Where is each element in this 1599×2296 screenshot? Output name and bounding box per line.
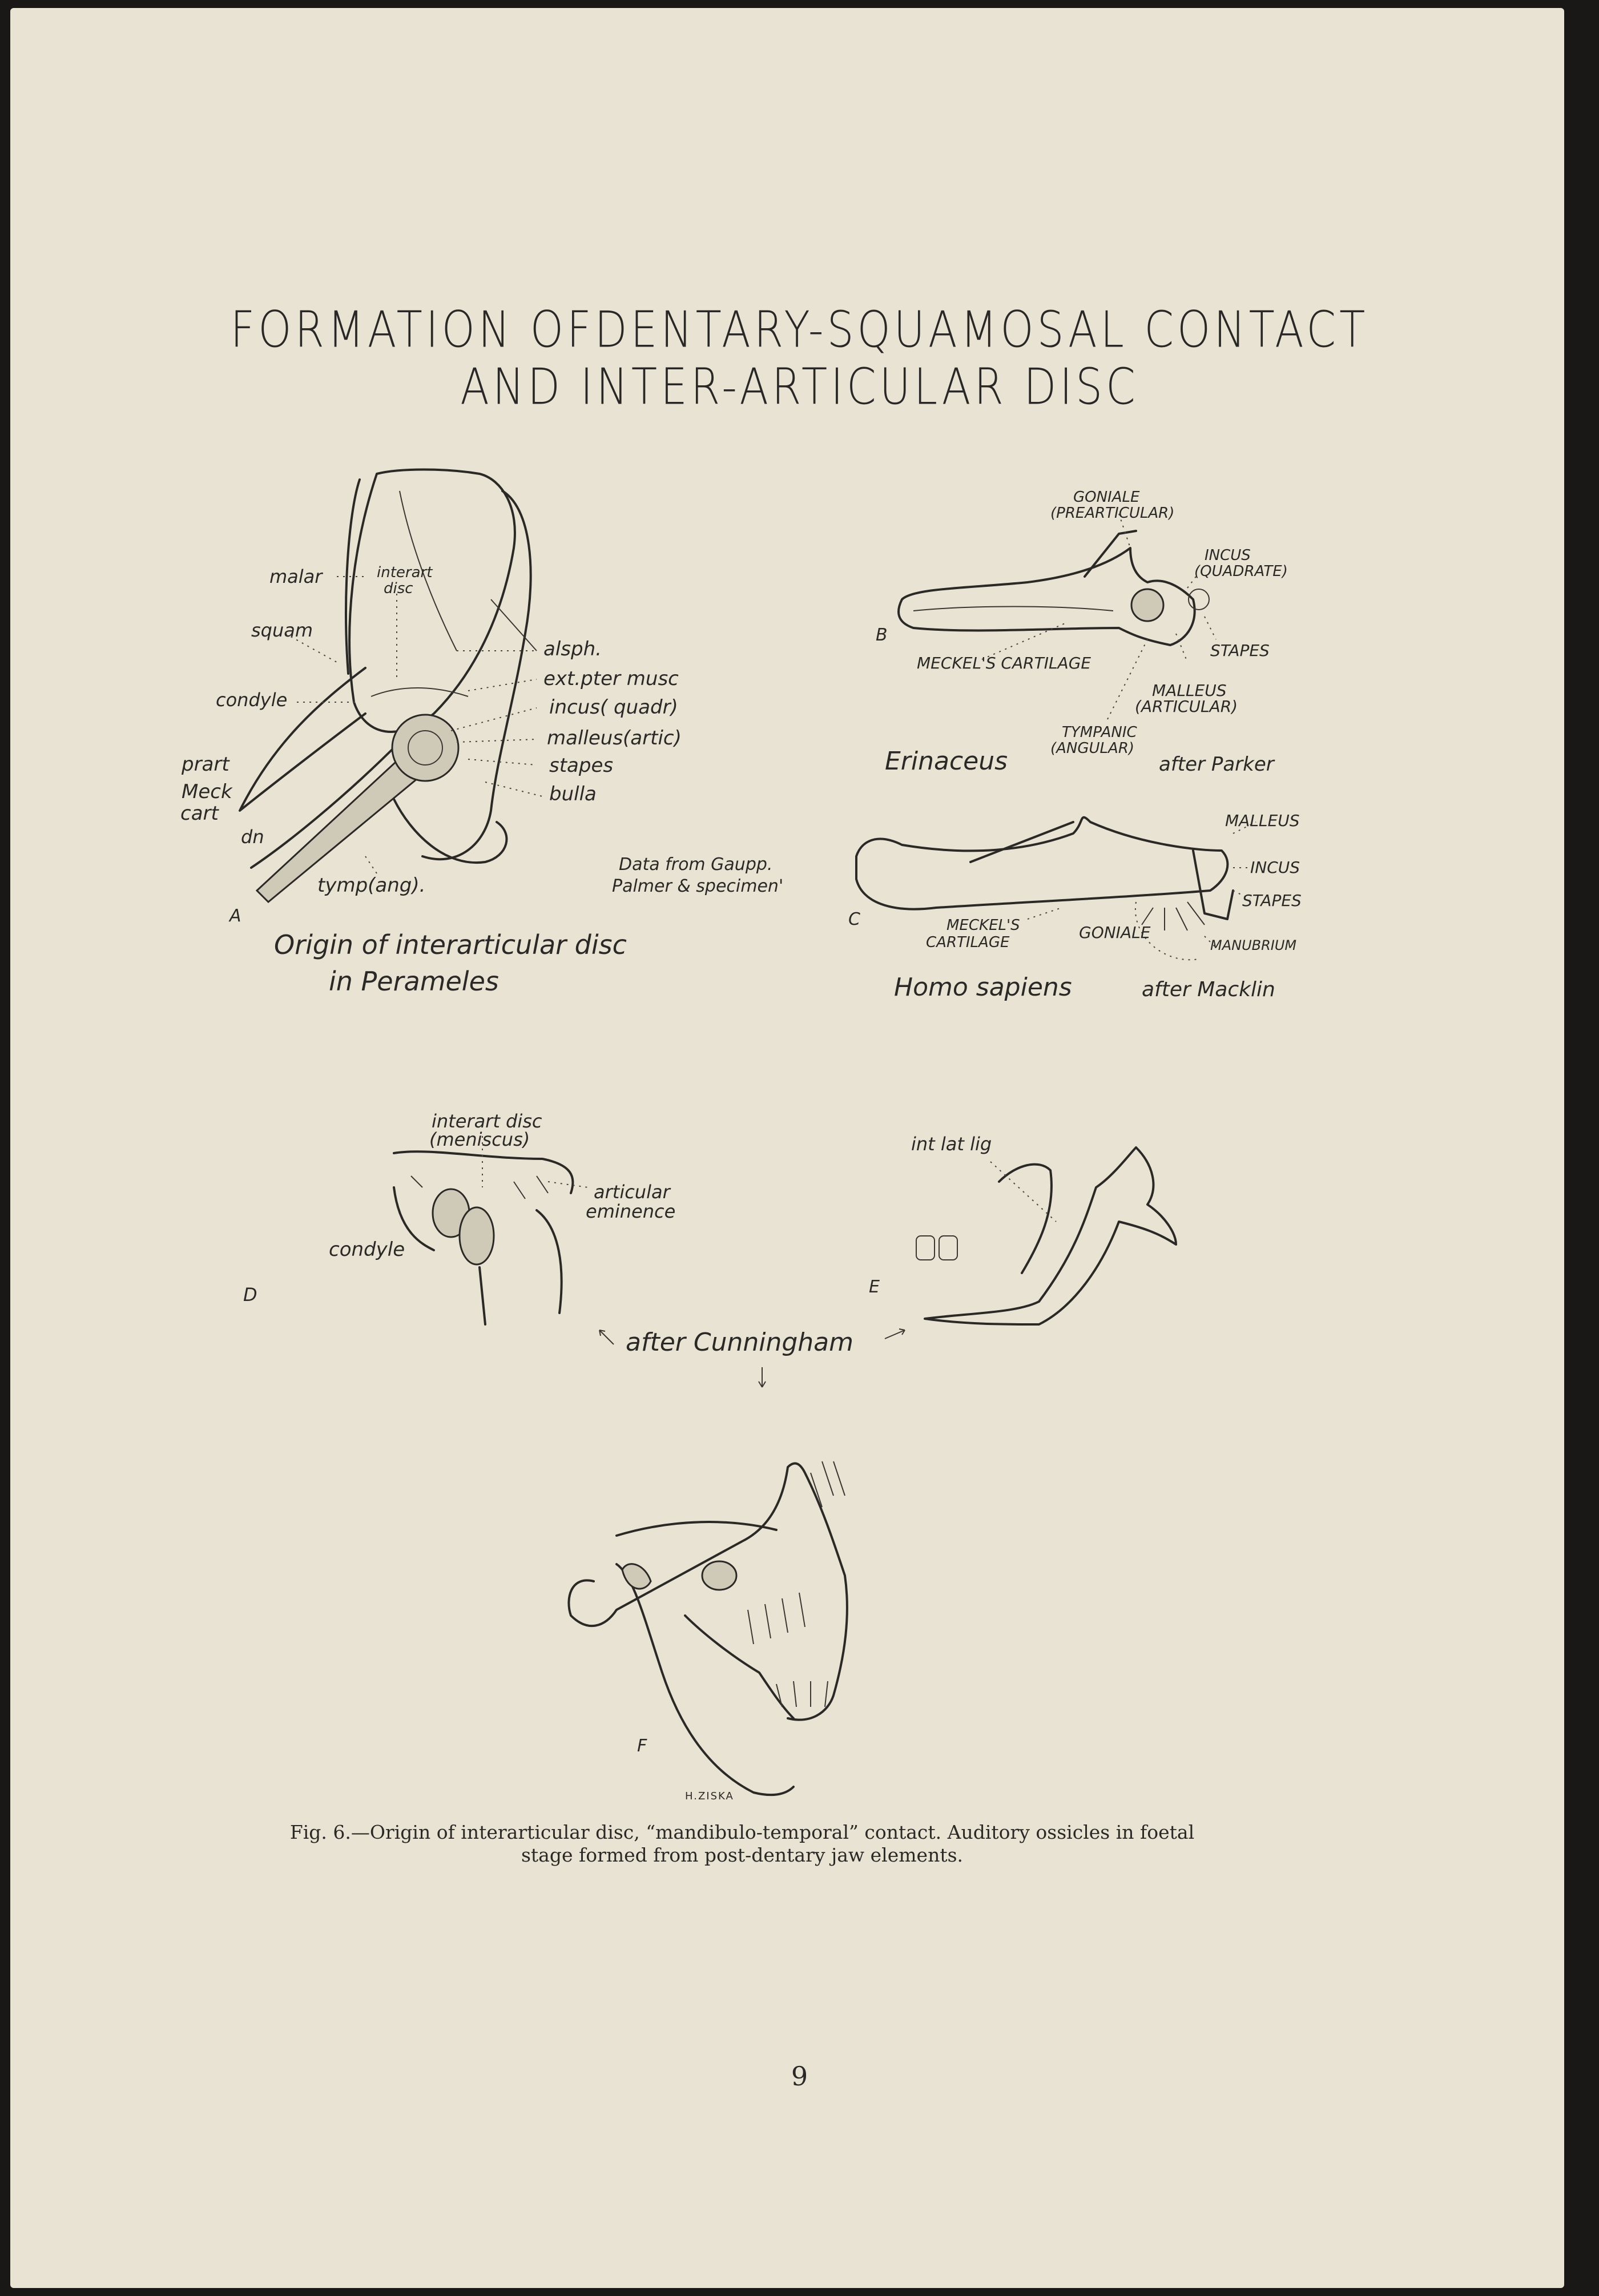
figure-c-drawing bbox=[856, 817, 1256, 960]
label-tympanic: TYMPANIC bbox=[1062, 724, 1137, 741]
data-from-line-1: Data from Gaupp. bbox=[619, 855, 773, 875]
label-malleus-artic: malleus(artic) bbox=[547, 727, 682, 750]
figure-e-letter: E bbox=[869, 1277, 880, 1297]
figure-caption-line-1: Fig. 6.—Origin of interarticular disc, “mandibulo-temporal” contact. Auditory ossicles in foetal bbox=[289, 1821, 1195, 1843]
label-tymp: tymp(ang). bbox=[317, 874, 426, 897]
label-int-lat-lig: int lat lig bbox=[911, 1133, 992, 1155]
figure-b-after: after Parker bbox=[1159, 753, 1274, 776]
figure-b-letter: B bbox=[876, 625, 888, 645]
label-meckels-c: MECKEL'S bbox=[946, 917, 1020, 934]
label-condyle-d: condyle bbox=[329, 1238, 405, 1261]
label-manubrium: MANUBRIUM bbox=[1210, 937, 1297, 953]
label-goniale: GONIALE bbox=[1073, 489, 1140, 506]
label-cart: cart bbox=[180, 802, 219, 825]
label-incus-quadr: incus( quadr) bbox=[549, 696, 678, 719]
label-meck: Meck bbox=[182, 780, 232, 803]
label-articular-b: (ARTICULAR) bbox=[1135, 697, 1238, 716]
label-eminence: eminence bbox=[586, 1201, 676, 1222]
label-meniscus: (meniscus) bbox=[429, 1129, 530, 1150]
figure-caption-line-2: stage formed from post-dentary jaw elements. bbox=[521, 1844, 964, 1866]
data-from-line-2: Palmer & specimen' bbox=[612, 876, 784, 896]
figure-a-caption-line-1: Origin of interarticular disc bbox=[274, 929, 627, 960]
label-malar: malar bbox=[269, 566, 323, 587]
label-incus-b: INCUS bbox=[1205, 547, 1251, 564]
figure-a-drawing bbox=[240, 470, 542, 903]
page-number: 9 bbox=[791, 2061, 808, 2092]
label-prearticular: (PREARTICULAR) bbox=[1050, 505, 1175, 522]
label-ext-pter-musc: ext.pter musc bbox=[543, 667, 679, 690]
figure-d-letter: D bbox=[243, 1284, 257, 1306]
label-interart: interart bbox=[377, 564, 433, 581]
label-stapes-c: STAPES bbox=[1242, 891, 1302, 910]
label-cartilage-c: CARTILAGE bbox=[926, 934, 1010, 951]
figure-b-genus: Erinaceus bbox=[885, 747, 1008, 776]
figure-e-drawing bbox=[916, 1147, 1176, 1324]
figure-c-genus: Homo sapiens bbox=[894, 973, 1072, 1002]
title-line-1: FORMATION OFDENTARY-SQUAMOSAL CONTACT bbox=[230, 301, 1369, 359]
figure-f-letter: F bbox=[637, 1736, 647, 1756]
label-alsph: alsph. bbox=[543, 638, 602, 660]
label-bulla: bulla bbox=[549, 783, 597, 805]
label-malleus-b: MALLEUS bbox=[1152, 681, 1227, 700]
label-condyle: condyle bbox=[216, 689, 288, 711]
label-stapes-b: STAPES bbox=[1210, 641, 1270, 660]
figure-a-letter: A bbox=[229, 906, 241, 926]
title-line-2: AND INTER-ARTICULAR DISC bbox=[460, 358, 1139, 416]
label-malleus-c: MALLEUS bbox=[1225, 811, 1300, 830]
label-dn: dn bbox=[241, 826, 264, 848]
artist-signature: H.ZISKA bbox=[685, 1790, 734, 1802]
label-interart-disc-d: interart disc bbox=[432, 1110, 542, 1132]
label-meckels-cartilage-b: MECKEL'S CARTILAGE bbox=[917, 654, 1091, 672]
label-prart: prart bbox=[182, 753, 229, 776]
label-goniale-c: GONIALE bbox=[1079, 923, 1151, 942]
label-squam: squam bbox=[251, 619, 313, 641]
figure-c-letter: C bbox=[848, 909, 860, 929]
label-incus-c: INCUS bbox=[1250, 858, 1300, 877]
figure-f-drawing bbox=[569, 1461, 847, 1795]
figure-c-after: after Macklin bbox=[1142, 978, 1275, 1001]
label-quadrate: (QUADRATE) bbox=[1194, 563, 1288, 580]
label-stapes: stapes bbox=[549, 754, 614, 777]
figure-d-drawing bbox=[394, 1136, 588, 1324]
label-interart-disc: disc bbox=[384, 580, 413, 597]
after-cunningham: after Cunningham bbox=[626, 1328, 853, 1357]
label-angular: (ANGULAR) bbox=[1050, 740, 1135, 757]
label-articular: articular bbox=[594, 1181, 670, 1203]
figure-a-caption-line-2: in Perameles bbox=[329, 966, 499, 997]
